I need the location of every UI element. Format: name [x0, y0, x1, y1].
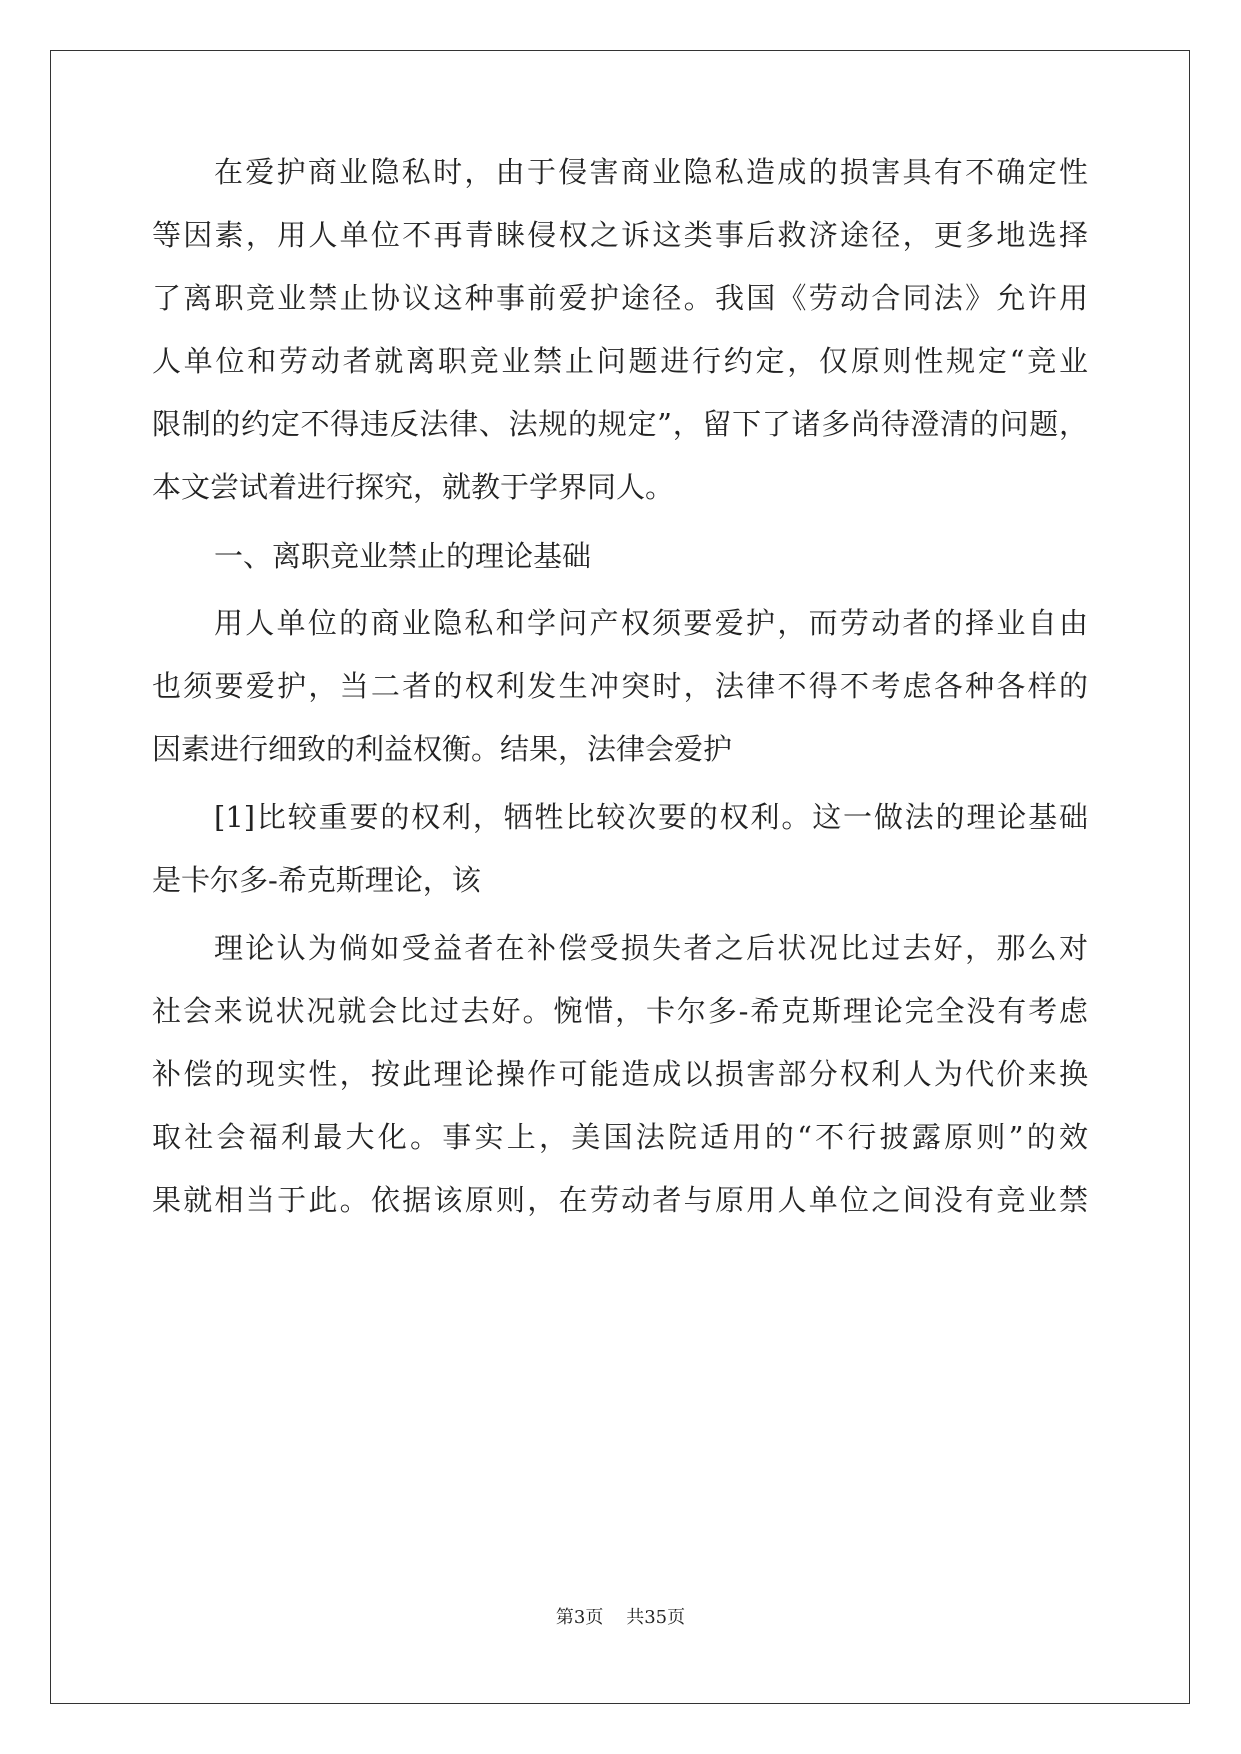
section-heading: 一、离职竞业禁止的理论基础	[214, 539, 592, 573]
text-line: 补偿的现实性，按此理论操作可能造成以损害部分权利人为代价来换	[152, 1057, 1088, 1091]
page-total: 共35页	[626, 1607, 686, 1628]
text-line: 在爱护商业隐私时，由于侵害商业隐私造成的损害具有不确定性	[214, 155, 1088, 189]
text-line: 果就相当于此。依据该原则，在劳动者与原用人单位之间没有竞业禁	[152, 1183, 1088, 1217]
text-line: 限制的约定不得违反法律、法规的规定”，留下了诸多尚待澄清的问题，	[152, 407, 1088, 441]
text-line: 是卡尔多-希克斯理论，该	[152, 863, 481, 897]
text-line: 因素进行细致的利益权衡。结果，法律会爱护	[152, 732, 733, 766]
text-line: 了离职竞业禁止协议这种事前爱护途径。我国《劳动合同法》允许用	[152, 281, 1088, 315]
page-footer	[0, 1606, 1241, 1630]
text-line: 人单位和劳动者就离职竞业禁止问题进行约定，仅原则性规定“竞业	[152, 344, 1088, 378]
text-line: 社会来说状况就会比过去好。惋惜，卡尔多-希克斯理论完全没有考虑	[152, 994, 1088, 1028]
text-line: [1]比较重要的权利，牺牲比较次要的权利。这一做法的理论基础	[214, 800, 1088, 834]
text-line: 等因素，用人单位不再青睐侵权之诉这类事后救济途径，更多地选择	[152, 218, 1088, 252]
text-line: 用人单位的商业隐私和学问产权须要爱护，而劳动者的择业自由	[214, 606, 1088, 640]
text-line: 取社会福利最大化。事实上，美国法院适用的“不行披露原则”的效	[152, 1120, 1088, 1154]
text-line: 本文尝试着进行探究，就教于学界同人。	[152, 470, 675, 504]
text-line: 也须要爱护，当二者的权利发生冲突时，法律不得不考虑各种各样的	[152, 669, 1088, 703]
page-number: 第3页	[555, 1607, 604, 1628]
text-line: 理论认为倘如受益者在补偿受损失者之后状况比过去好，那么对	[214, 931, 1088, 965]
